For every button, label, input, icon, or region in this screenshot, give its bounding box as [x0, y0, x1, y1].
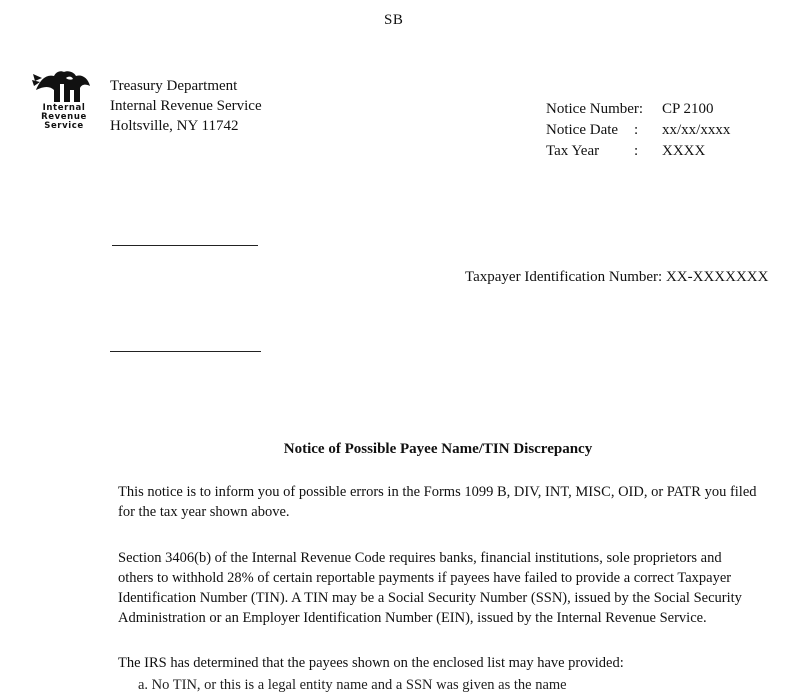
logo-word: Revenue	[41, 112, 87, 122]
tax-year-value: XXXX	[662, 143, 706, 159]
document-title: Notice of Possible Payee Name/TIN Discrepancy	[283, 441, 593, 457]
agency-address	[110, 76, 262, 136]
notice-date-row	[546, 120, 730, 141]
header-mark: SB	[384, 12, 404, 28]
meta-label: Notice Number:	[546, 101, 644, 117]
address-line: Holtsville, NY 11742	[110, 118, 239, 134]
logo-word: Internal	[42, 103, 86, 113]
body-paragraph: The IRS has determined that the payees shown on the enclosed list may have provided:	[118, 655, 624, 671]
meta-label: Notice Date	[546, 122, 619, 138]
cut-off-text-line: a. No TIN, or this is a legal entity name and a SSN was given as the name	[138, 677, 567, 693]
notice-date-value: xx/xx/xxxx	[662, 122, 731, 138]
irs-logo-wordmark	[34, 104, 94, 131]
address-line: Internal Revenue Service	[110, 98, 262, 114]
notice-number-value: CP 2100	[662, 101, 714, 117]
meta-colon	[634, 99, 662, 120]
recipient-name-line	[112, 245, 258, 246]
meta-label: Tax Year	[546, 143, 600, 159]
meta-colon: :	[634, 122, 639, 138]
notice-number-row	[546, 99, 730, 120]
recipient-address-line	[110, 351, 261, 352]
address-line: Treasury Department	[110, 78, 238, 94]
meta-colon: :	[634, 143, 639, 159]
notice-meta	[546, 99, 730, 162]
body-paragraph: Section 3406(b) of the Internal Revenue Code requires banks, financial institutions, sole proprietors and others to withhold 28% of certain reportable payments if payees have failed to provide a correct Taxpayer Identification Number (TIN). A TIN may be a Social Security Number (SSN), issued by the Social Security Administration or an Employer Identification Number (EIN), issued by the Internal Revenue Service.	[118, 550, 742, 626]
body-paragraph: This notice is to inform you of possible errors in the Forms 1099 B, DIV, INT, MISC, OID, or PATR you filed for the tax year shown above.	[118, 484, 757, 520]
tax-year-row	[546, 141, 730, 162]
logo-word: Service	[44, 121, 84, 131]
taxpayer-id-number: Taxpayer Identification Number: XX-XXXXXXX	[465, 269, 769, 285]
